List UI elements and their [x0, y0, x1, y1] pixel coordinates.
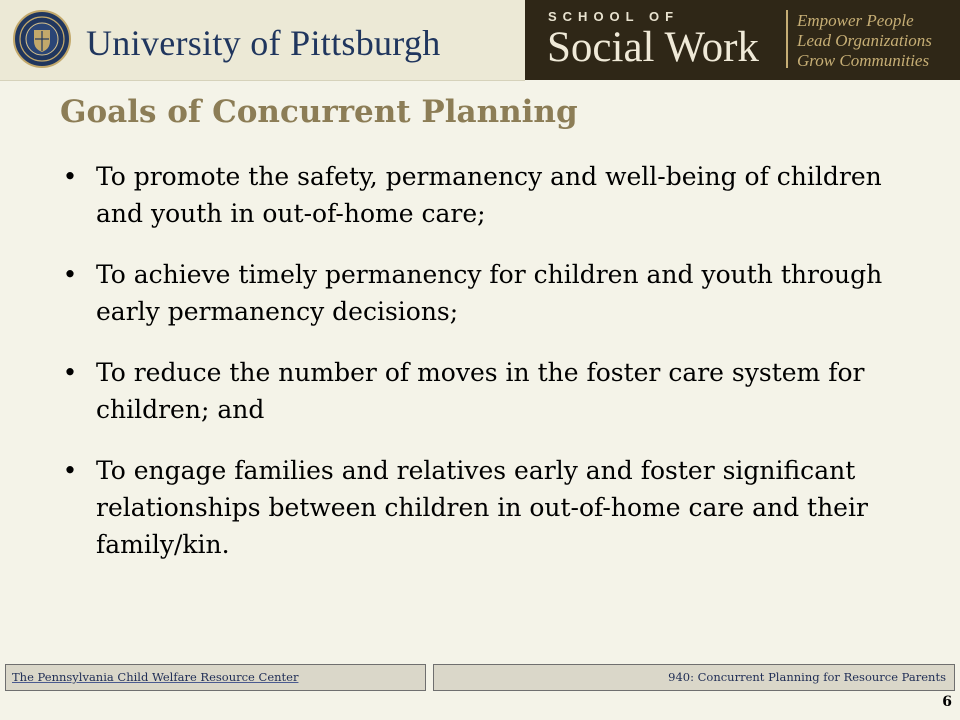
bullet-icon: • — [62, 260, 78, 289]
school-tagline — [797, 11, 932, 71]
bullet-text: To engage families and relatives early and foster significant relationships between children in out-of-home care and their family/kin. — [96, 456, 868, 559]
school-name: Social Work — [547, 24, 759, 71]
list-item — [60, 158, 900, 232]
bullet-icon: • — [62, 358, 78, 387]
tagline-line: Grow Communities — [797, 51, 930, 70]
banner-divider — [786, 10, 788, 68]
school-banner — [525, 0, 960, 80]
footer-organization-link[interactable]: The Pennsylvania Child Welfare Resource Center — [12, 670, 299, 684]
footer-course-title: 940: Concurrent Planning for Resource Parents — [433, 664, 955, 691]
school-of-label: SCHOOL OF — [548, 9, 680, 24]
slide-header — [0, 0, 960, 80]
bullet-icon: • — [62, 456, 78, 485]
bullet-text: To achieve timely permanency for children and youth through early permanency decisions; — [96, 260, 883, 326]
bullet-icon: • — [62, 162, 78, 191]
university-name: University of Pittsburgh — [86, 23, 441, 63]
list-item — [60, 354, 900, 428]
tagline-line: Empower People — [797, 11, 914, 30]
university-seal-icon — [13, 10, 71, 68]
list-item — [60, 256, 900, 330]
goals-list — [60, 158, 900, 587]
slide-title: Goals of Concurrent Planning — [60, 94, 578, 130]
footer-organization — [5, 664, 426, 691]
bullet-text: To reduce the number of moves in the foster care system for children; and — [96, 358, 865, 424]
tagline-line: Lead Organizations — [797, 31, 932, 50]
university-banner — [0, 0, 525, 81]
bullet-text: To promote the safety, permanency and well-being of children and youth in out-of-home care; — [96, 162, 882, 228]
list-item — [60, 452, 900, 563]
page-number: 6 — [942, 694, 952, 710]
